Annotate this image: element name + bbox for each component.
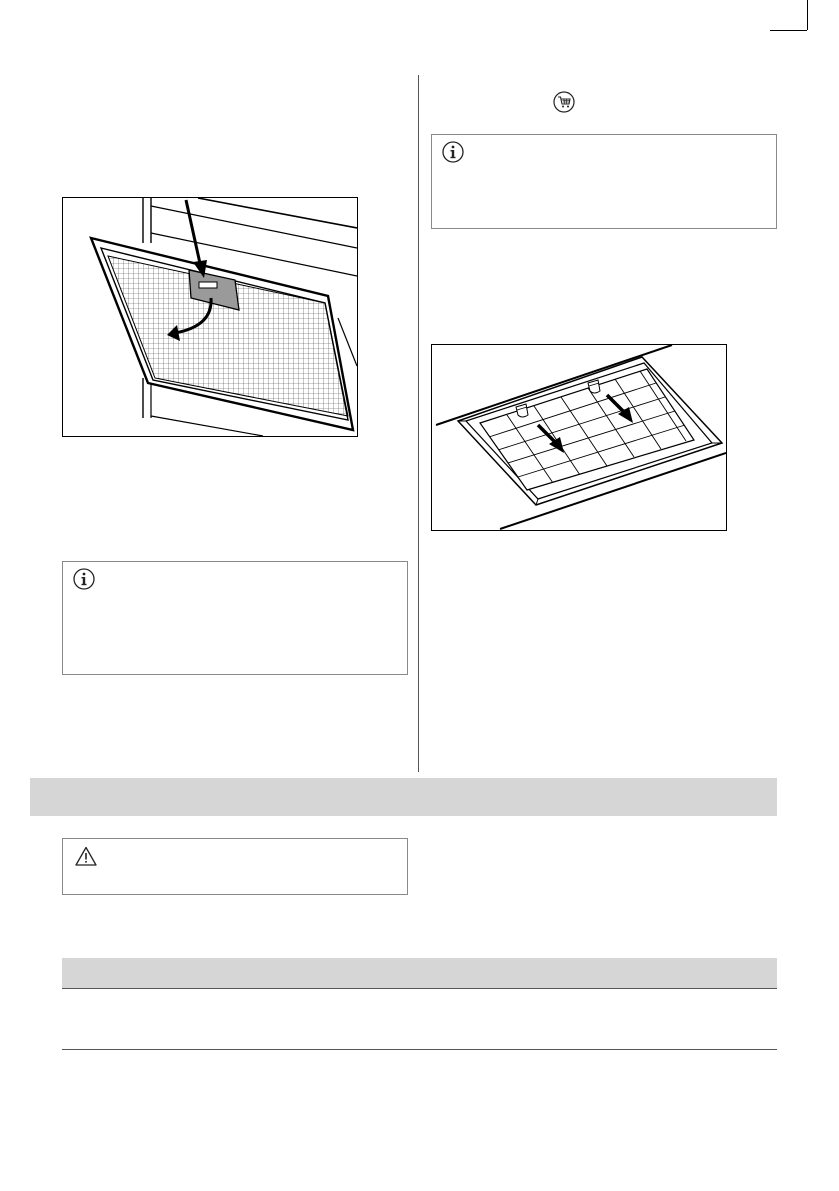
table-header <box>62 958 777 989</box>
crop-mark-horizontal <box>770 30 807 31</box>
crop-mark-vertical <box>807 0 808 30</box>
warning-icon <box>75 846 97 866</box>
column-divider <box>418 75 419 772</box>
table-row-divider <box>62 1049 777 1050</box>
info-note-left <box>62 561 408 675</box>
info-icon <box>73 568 95 590</box>
cart-icon <box>553 91 575 113</box>
section-heading-band <box>30 778 777 816</box>
info-icon <box>442 141 464 163</box>
filter-removal-figure <box>431 344 727 531</box>
filter-latch-figure <box>62 197 358 437</box>
warning-note <box>62 838 408 895</box>
info-note-right <box>431 134 777 229</box>
